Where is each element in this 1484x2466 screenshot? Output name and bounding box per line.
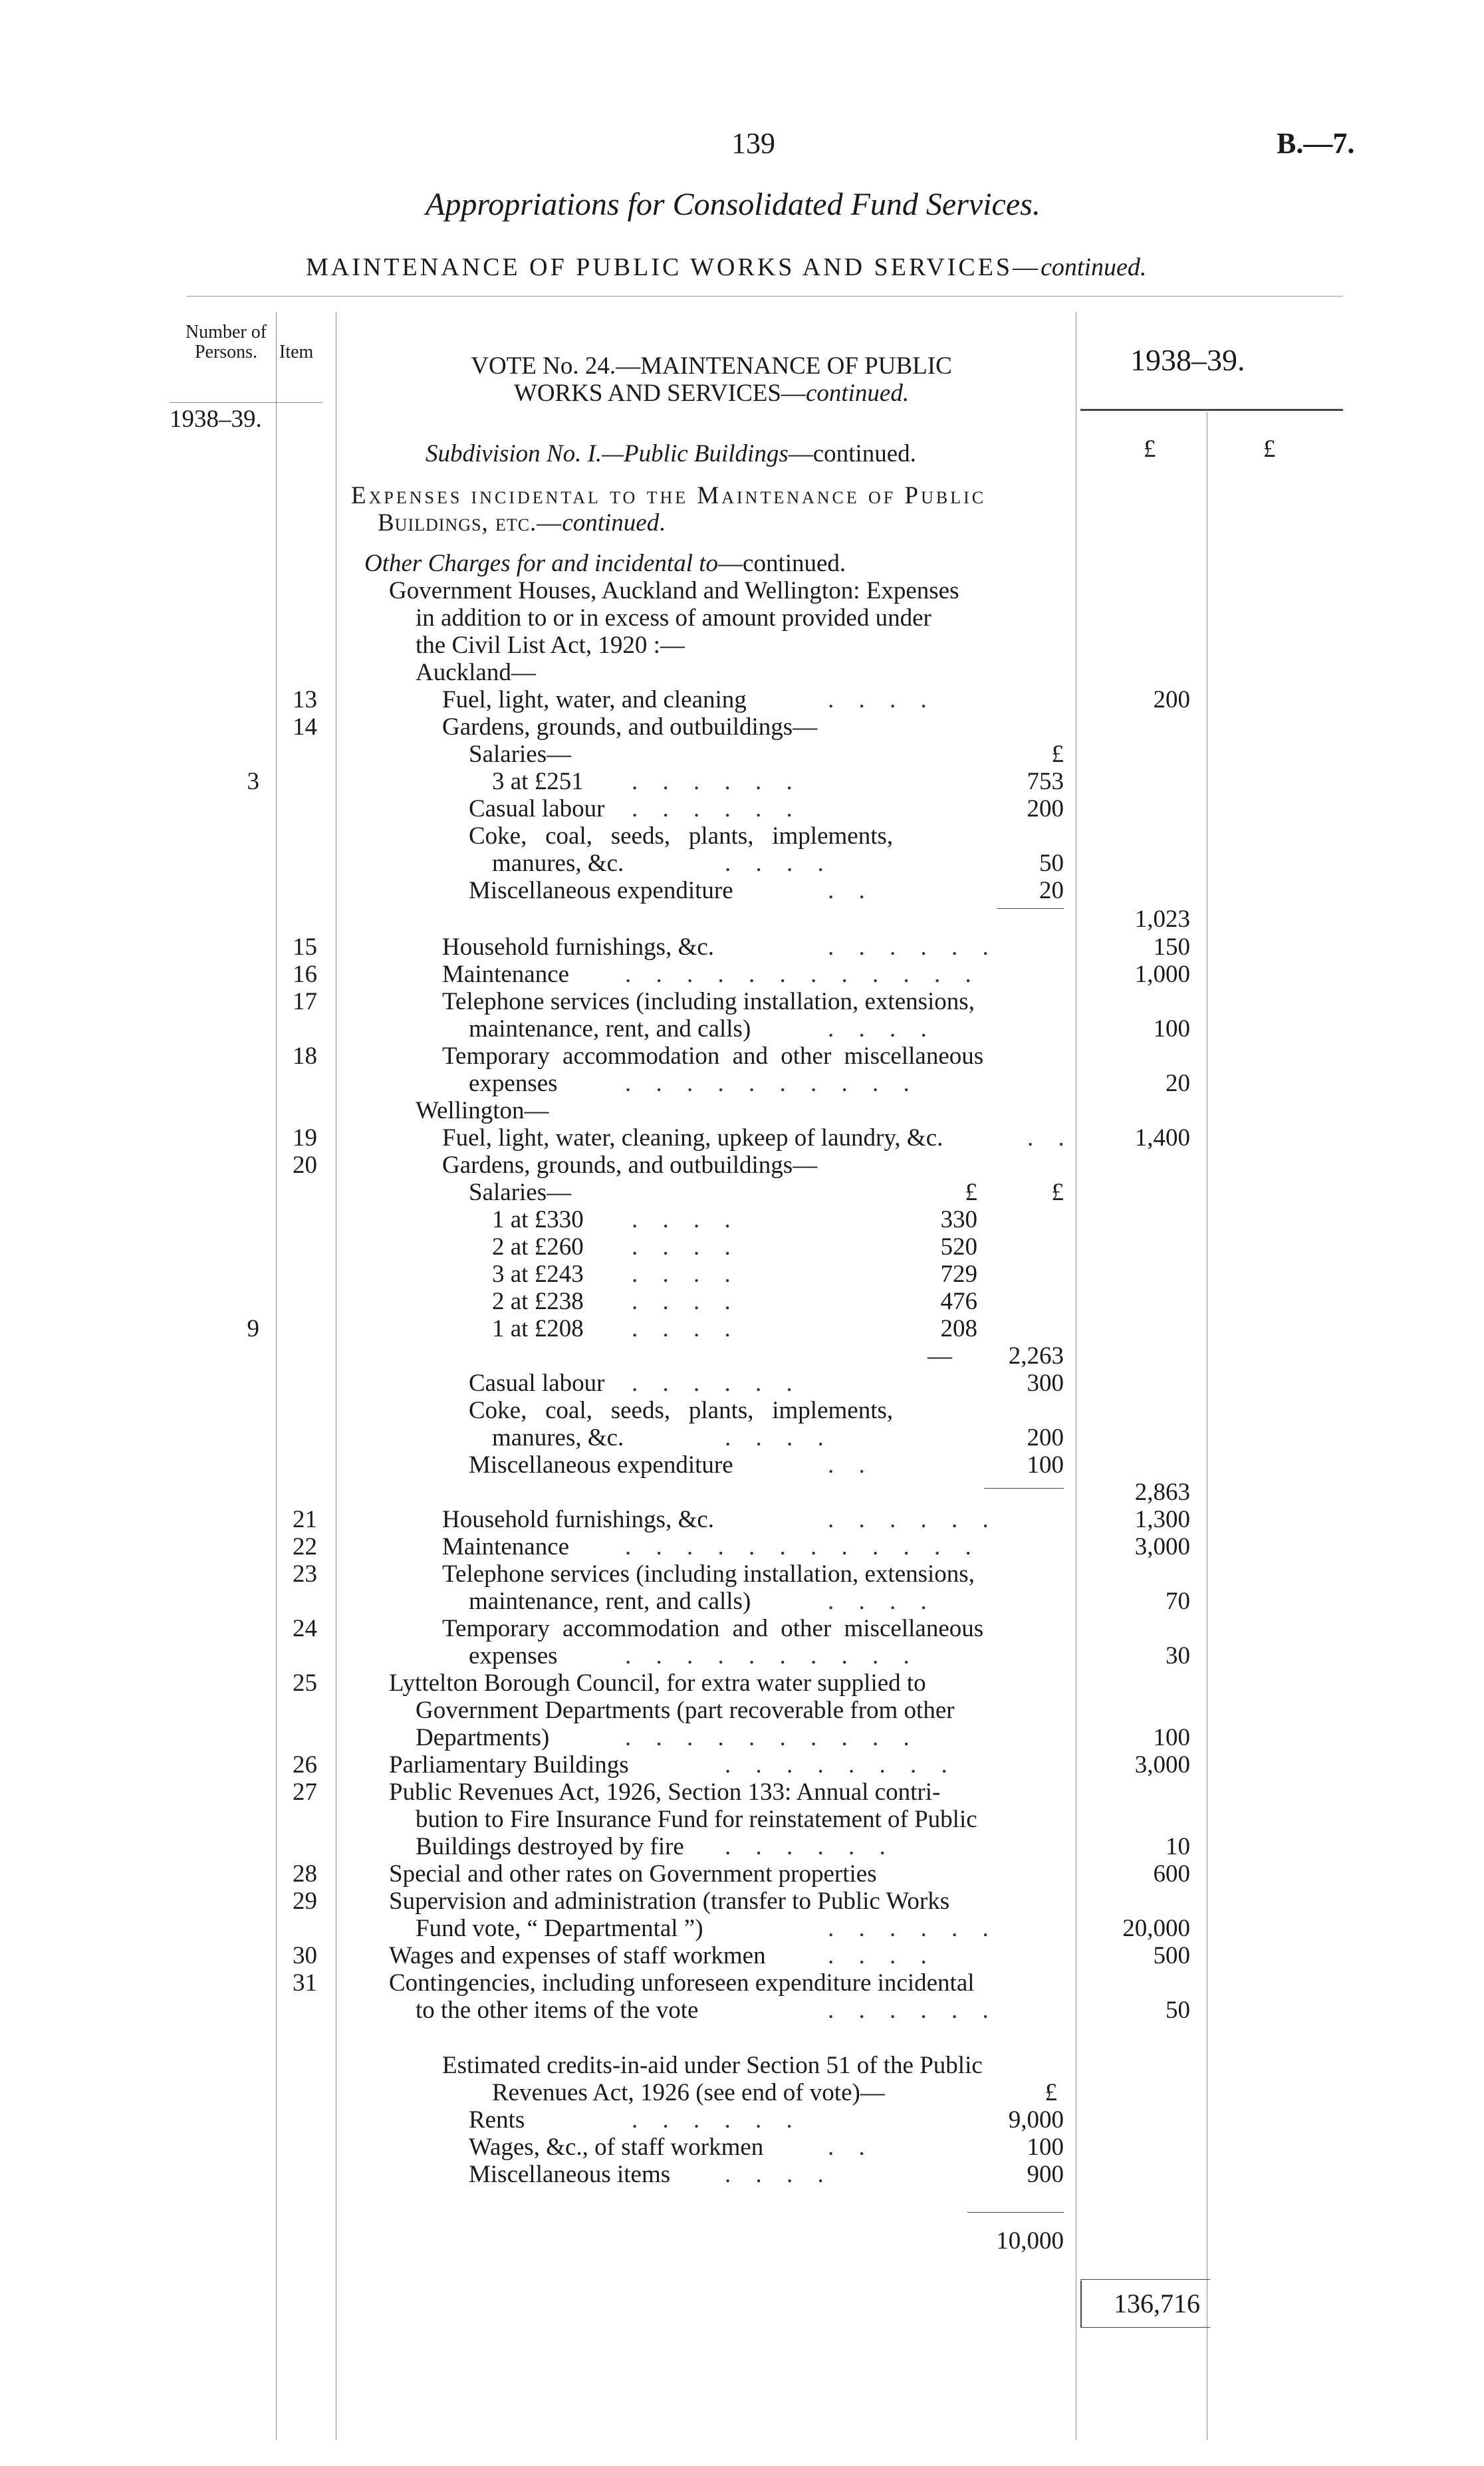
leader-dots: . . . . xyxy=(632,1261,740,1288)
contingencies-line-1: Contingencies, including unforeseen expenditure incidental xyxy=(389,1969,975,1997)
special-rates-label: Special and other rates on Government properties xyxy=(389,1860,877,1888)
wellington-coke-value: 200 xyxy=(1027,1424,1064,1451)
public-revenues-line-1: Public Revenues Act, 1926, Section 133: Annual contri- xyxy=(389,1779,941,1806)
parliamentary-buildings-amount: 3,000 xyxy=(1134,1751,1190,1779)
leader-dots: . . . . . . xyxy=(632,768,802,795)
wellington-casual-label: Casual labour xyxy=(469,1370,605,1397)
leader-dots: . . xyxy=(828,877,874,904)
wellington-temporary-line-2: expenses xyxy=(469,1642,558,1669)
leader-dots: . . . . . . . . xyxy=(725,1751,957,1779)
auckland-telephone-amount: 100 xyxy=(1153,1015,1190,1043)
government-houses-line-3: the Civil List Act, 1920 :— xyxy=(416,632,685,659)
auckland-fuel-amount: 200 xyxy=(1153,686,1190,713)
wellington-misc-value: 100 xyxy=(1027,1451,1064,1479)
contingencies-amount: 50 xyxy=(1166,1997,1190,2024)
section-title-continued: continued. xyxy=(1041,253,1147,281)
item-number: 26 xyxy=(293,1751,317,1779)
amount-year-header: 1938–39. xyxy=(1130,343,1245,377)
auckland-coke-label: manures, &c. xyxy=(492,850,624,877)
wellington-salary-line: 2 at £238 xyxy=(492,1288,584,1315)
auckland-fuel-label: Fuel, light, water, and cleaning xyxy=(442,686,747,713)
lyttelton-line-2: Government Departments (part recoverable from other xyxy=(416,1697,955,1724)
wellington-misc-label: Miscellaneous expenditure xyxy=(469,1451,733,1479)
leader-dots: . . . . . . xyxy=(725,1833,895,1860)
auckland-heading: Auckland— xyxy=(416,659,536,686)
wellington-temporary-line-1: Temporary accommodation and other miscellaneous xyxy=(442,1615,984,1642)
section-title-text: MAINTENANCE OF PUBLIC WORKS AND SERVICES— xyxy=(306,253,1041,281)
item-number: 24 xyxy=(293,1615,317,1642)
wellington-gardens-label: Gardens, grounds, and outbuildings— xyxy=(442,1152,818,1179)
leader-dots: . . . . . . xyxy=(632,1370,802,1397)
item-number: 15 xyxy=(293,933,317,961)
item-number: 13 xyxy=(293,686,317,713)
vote-title-continued: continued. xyxy=(805,380,910,407)
auckland-furnishings-amount: 150 xyxy=(1153,933,1190,961)
leader-dots: . . . . . . xyxy=(828,1997,998,2024)
item-number: 14 xyxy=(293,713,317,741)
contingencies-line-2: to the other items of the vote xyxy=(416,1997,699,2024)
grand-total-left-rule xyxy=(1080,2281,1082,2327)
wellington-salary-value: 520 xyxy=(940,1233,977,1261)
wellington-salaries-label: Salaries— xyxy=(469,1179,572,1206)
auckland-casual-value: 200 xyxy=(1027,795,1064,822)
leader-dots: . . . . . . . . . . xyxy=(625,1724,919,1751)
wellington-telephone-amount: 70 xyxy=(1166,1588,1190,1615)
leader-dots: . . . . . . xyxy=(632,795,802,822)
wellington-coke-label: manures, &c. xyxy=(492,1424,624,1451)
persons-count: 3 xyxy=(247,768,259,795)
expenses-heading-line-2 xyxy=(378,509,665,537)
document-reference: B.—7. xyxy=(1277,127,1355,160)
lyttelton-line-3: Departments) xyxy=(416,1724,550,1751)
lyttelton-amount: 100 xyxy=(1153,1724,1190,1751)
wellington-salary-value: 330 xyxy=(940,1206,977,1233)
item-number: 16 xyxy=(293,961,317,988)
wellington-salary-total-dash: — xyxy=(928,1342,952,1370)
government-houses-line-2: in addition to or in excess of amount provided under xyxy=(416,604,931,632)
auckland-temporary-line-1: Temporary accommodation and other miscellaneous xyxy=(442,1043,984,1070)
item-number: 29 xyxy=(293,1888,317,1915)
auckland-coke-line-1: Coke, coal, seeds, plants, implements, xyxy=(469,822,894,850)
auckland-salaries-label: Salaries— xyxy=(469,741,572,768)
leader-dots: . . . . xyxy=(632,1206,740,1233)
wages-label: Wages and expenses of staff workmen xyxy=(389,1942,766,1969)
page-number: 139 xyxy=(731,127,775,160)
credits-row-value: 900 xyxy=(1027,2161,1064,2188)
wellington-telephone-line-2: maintenance, rent, and calls) xyxy=(469,1588,751,1615)
leader-dots: . . . . xyxy=(725,850,833,877)
credits-line-2: Revenues Act, 1926 (see end of vote)— xyxy=(492,2079,885,2106)
auckland-telephone-line-2: maintenance, rent, and calls) xyxy=(469,1015,751,1043)
grand-total-rule xyxy=(1080,2279,1210,2280)
item-number: 23 xyxy=(293,1560,317,1588)
public-revenues-line-2: bution to Fire Insurance Fund for reinstatement of Public xyxy=(416,1806,977,1833)
vote-title-line-2-text: WORKS AND SERVICES— xyxy=(513,380,806,407)
wellington-heading: Wellington— xyxy=(416,1097,549,1124)
auckland-coke-value: 50 xyxy=(1039,850,1064,877)
item-number: 18 xyxy=(293,1043,317,1070)
wellington-telephone-line-1: Telephone services (including installation, extensions, xyxy=(442,1560,975,1588)
item-number: 27 xyxy=(293,1779,317,1806)
wellington-casual-value: 300 xyxy=(1027,1370,1064,1397)
wellington-salaries-pound-2: £ xyxy=(1051,1179,1064,1206)
header-top-rule xyxy=(186,296,1343,297)
auckland-salary-line: 3 at £251 xyxy=(492,768,584,795)
wellington-salary-line: 3 at £243 xyxy=(492,1261,584,1288)
credits-row-label: Rents xyxy=(469,2106,525,2134)
wellington-salary-line: 2 at £260 xyxy=(492,1233,584,1261)
subdivision-heading xyxy=(426,440,916,467)
wellington-salary-line: 1 at £330 xyxy=(492,1206,584,1233)
pound-column-1: £ xyxy=(1144,435,1156,463)
leader-dots: . . . . xyxy=(632,1315,740,1342)
parliamentary-buildings-label: Parliamentary Buildings xyxy=(389,1751,629,1779)
auckland-salaries-pound: £ xyxy=(1051,741,1064,768)
persons-count: 9 xyxy=(247,1315,259,1342)
amount-header-rule xyxy=(1080,409,1343,411)
leader-dots: . . . . . . . . . . . . xyxy=(625,961,981,988)
number-of-persons-header: Number of Persons. xyxy=(185,322,267,362)
credits-row-value: 9,000 xyxy=(1008,2106,1064,2134)
credits-row-label: Miscellaneous items xyxy=(469,2161,671,2188)
auckland-salary-value: 753 xyxy=(1027,768,1064,795)
leader-dots: . . . . xyxy=(828,1588,936,1615)
credits-line-1: Estimated credits-in-aid under Section 51 of the Public xyxy=(442,2052,983,2079)
credits-row-label: Wages, &c., of staff workmen xyxy=(469,2134,764,2161)
subdivision-continued: —continued. xyxy=(788,440,916,467)
vote-title-line-2 xyxy=(359,380,1064,407)
item-number: 25 xyxy=(293,1669,317,1697)
wellington-salary-line: 1 at £208 xyxy=(492,1315,584,1342)
wellington-salary-total: 2,263 xyxy=(1008,1342,1064,1370)
grand-total-bottom-rule xyxy=(1080,2327,1210,2328)
leader-dots: . . xyxy=(828,1451,874,1479)
auckland-casual-label: Casual labour xyxy=(469,795,605,822)
item-number: 21 xyxy=(293,1506,317,1533)
subdivision-title: Subdivision No. I.—Public Buildings xyxy=(426,440,789,467)
public-revenues-amount: 10 xyxy=(1166,1833,1190,1860)
wellington-gardens-subtotal: 2,863 xyxy=(1134,1479,1190,1506)
wellington-salary-value: 729 xyxy=(940,1261,977,1288)
leader-dots: . . . . xyxy=(725,1424,833,1451)
leader-dots: . . . . xyxy=(632,1288,740,1315)
supervision-amount: 20,000 xyxy=(1122,1915,1190,1942)
wellington-fuel-label: Fuel, light, water, cleaning, upkeep of laundry, &c. xyxy=(442,1124,943,1152)
wellington-coke-line-1: Coke, coal, seeds, plants, implements, xyxy=(469,1397,894,1424)
item-number: 28 xyxy=(293,1860,317,1888)
leader-dots: . . . . xyxy=(828,1942,936,1969)
persons-year-header: 1938–39. xyxy=(170,406,262,433)
other-charges-heading xyxy=(364,550,846,577)
item-number: 19 xyxy=(293,1124,317,1152)
credits-pound: £ xyxy=(1045,2079,1057,2106)
credits-row-value: 100 xyxy=(1027,2134,1064,2161)
wellington-fuel-amount: 1,400 xyxy=(1134,1124,1190,1152)
wellington-salary-value: 208 xyxy=(940,1315,977,1342)
auckland-misc-label: Miscellaneous expenditure xyxy=(469,877,733,904)
supervision-line-2: Fund vote, “ Departmental ”) xyxy=(416,1915,703,1942)
item-number: 17 xyxy=(293,988,317,1015)
leader-dots: . . . . . . . . . . . . xyxy=(625,1533,981,1560)
leader-dots: . . . . xyxy=(632,1233,740,1261)
auckland-temporary-line-2: expenses xyxy=(469,1070,558,1097)
auckland-maintenance-amount: 1,000 xyxy=(1134,961,1190,988)
expenses-heading-period: . xyxy=(659,509,666,537)
wellington-furnishings-amount: 1,300 xyxy=(1134,1506,1190,1533)
other-charges-title: Other Charges for and incidental to xyxy=(364,550,719,577)
special-rates-amount: 600 xyxy=(1153,1860,1190,1888)
persons-header-rule xyxy=(170,402,322,403)
leader-dots: . . . . . . . . . . xyxy=(625,1070,919,1097)
item-number: 31 xyxy=(293,1969,317,1997)
credits-total: 10,000 xyxy=(996,2227,1064,2255)
vote-title-line-1: VOTE No. 24.—MAINTENANCE OF PUBLIC xyxy=(471,352,952,380)
pound-column-2: £ xyxy=(1263,435,1276,463)
grand-total: 136,716 xyxy=(1114,2288,1200,2318)
item-number: 22 xyxy=(293,1533,317,1560)
wages-amount: 500 xyxy=(1153,1942,1190,1969)
other-charges-continued: —continued. xyxy=(718,550,846,577)
wellington-salaries-pound-1: £ xyxy=(965,1179,977,1206)
item-number: 30 xyxy=(293,1942,317,1969)
leader-dots: . . . . . . xyxy=(828,1915,998,1942)
leader-dots: . . . . . . xyxy=(632,2106,802,2134)
auckland-furnishings-label: Household furnishings, &c. xyxy=(442,933,715,961)
supervision-line-1: Supervision and administration (transfer to Public Works xyxy=(389,1888,950,1915)
auckland-misc-value: 20 xyxy=(1039,877,1064,904)
lyttelton-line-1: Lyttelton Borough Council, for extra water supplied to xyxy=(389,1669,926,1697)
government-houses-line-1: Government Houses, Auckland and Wellington: Expenses xyxy=(389,577,959,604)
credits-total-rule xyxy=(967,2212,1064,2213)
item-number: 20 xyxy=(293,1152,317,1179)
expenses-heading-buildings: Buildings, etc.— xyxy=(378,509,562,537)
auckland-gardens-label: Gardens, grounds, and outbuildings— xyxy=(442,713,818,741)
leader-dots: . . xyxy=(828,2134,874,2161)
expenses-heading-continued: continued xyxy=(562,509,660,537)
subtotal-rule xyxy=(984,1488,1064,1489)
vote-title xyxy=(359,352,1064,407)
auckland-telephone-line-1: Telephone services (including installation, extensions, xyxy=(442,988,975,1015)
wellington-maintenance-amount: 3,000 xyxy=(1134,1533,1190,1560)
wellington-salary-value: 476 xyxy=(940,1288,977,1315)
wellington-furnishings-label: Household furnishings, &c. xyxy=(442,1506,715,1533)
leader-dots: . . . . xyxy=(828,686,936,713)
appropriations-title: Appropriations for Consolidated Fund Services. xyxy=(426,187,1041,222)
expenses-heading-line-1: Expenses incidental to the Maintenance of Public xyxy=(351,482,987,509)
auckland-maintenance-label: Maintenance xyxy=(442,961,570,988)
leader-dots: . . . . xyxy=(828,1015,936,1043)
public-revenues-line-3: Buildings destroyed by fire xyxy=(416,1833,684,1860)
wellington-maintenance-label: Maintenance xyxy=(442,1533,570,1560)
leader-dots: . . . . xyxy=(725,2161,833,2188)
section-title xyxy=(306,253,1146,282)
leader-dots: . . . . . . xyxy=(828,1506,998,1533)
subtotal-rule xyxy=(997,908,1064,909)
auckland-temporary-amount: 20 xyxy=(1166,1070,1190,1097)
wellington-temporary-amount: 30 xyxy=(1166,1642,1190,1669)
persons-column-rule xyxy=(276,312,277,2440)
auckland-gardens-subtotal: 1,023 xyxy=(1134,906,1190,933)
leader-dots: . . xyxy=(1027,1124,1074,1152)
leader-dots: . . . . . . xyxy=(828,933,998,961)
item-column-header: Item xyxy=(279,342,314,362)
leader-dots: . . . . . . . . . . xyxy=(625,1642,919,1669)
